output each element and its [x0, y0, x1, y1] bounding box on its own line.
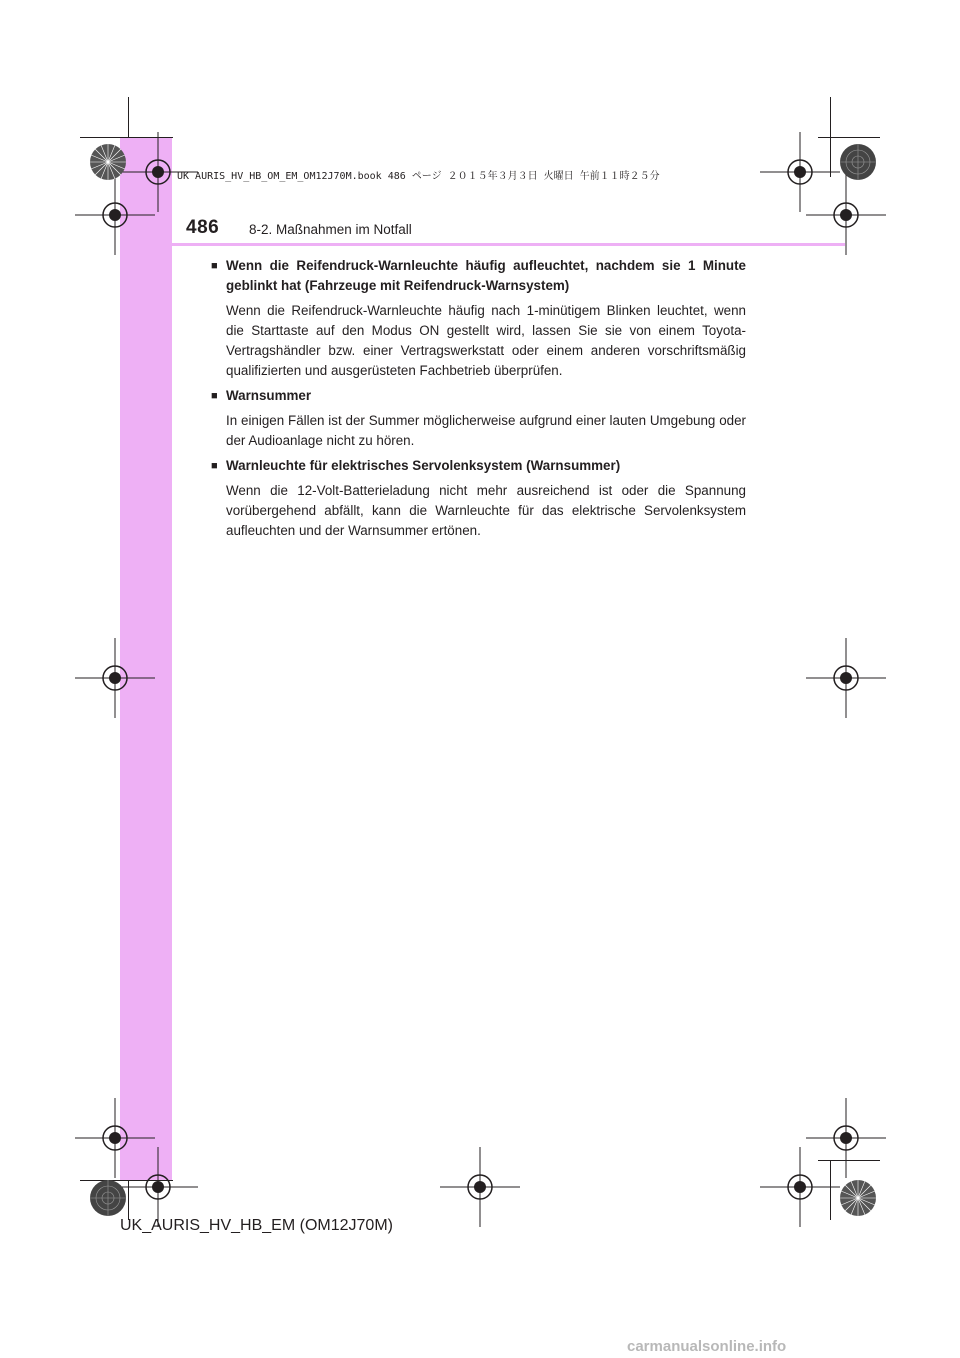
page-number: 486 — [186, 217, 220, 238]
square-bullet-icon: ■ — [211, 390, 218, 402]
calibration-dial-icon — [838, 1178, 878, 1218]
calibration-dial-icon — [88, 142, 128, 182]
registration-mark-icon — [806, 175, 886, 255]
square-bullet-icon: ■ — [211, 460, 218, 472]
list-item — [211, 256, 746, 381]
print-stamp: UK AURIS_HV_HB_OM_EM_OM12J70M.book 486 ページ ２０１５年３月３日 火曜日 午前１１時２５分 — [177, 171, 660, 182]
registration-mark-icon — [440, 1147, 520, 1227]
square-bullet-icon: ■ — [211, 260, 218, 272]
registration-mark-icon — [118, 1147, 198, 1227]
item-heading — [211, 256, 746, 296]
registration-mark-icon — [806, 638, 886, 718]
section-title: 8-2. Maßnahmen im Notfall — [249, 222, 412, 237]
item-heading-text: Wenn die Reifendruck-Warnleuchte häufig aufleuchtet, nachdem sie 1 Minute geblinkt hat (Fahrzeuge mit Reifendruck-Warnsystem) — [226, 258, 746, 293]
item-body: Wenn die Reifendruck-Warnleuchte häufig nach 1-minütigem Blinken leuchtet, wenn die Starttaste auf den Modus ON gestellt wird, lassen Sie sie von einem Toyota-Vertragshändler bzw. einer Vertragswerkstatt oder einem anderen vorschriftsmäßig qualifizierten und ausgerüsteten Fachbetrieb überprüfen. — [226, 303, 746, 378]
calibration-dial-icon — [88, 1178, 128, 1218]
registration-mark-icon — [75, 638, 155, 718]
item-heading — [211, 456, 746, 476]
watermark: carmanualsonline.info — [627, 1338, 787, 1355]
item-body: Wenn die 12-Volt-Batterieladung nicht mehr ausreichend ist oder die Spannung vorübergehend abfällt, kann die Warnleuchte für das elektrische Servolenksystem aufleuchten und der Warnsummer ertönen. — [226, 483, 746, 538]
item-heading-text: Warnsummer — [226, 388, 312, 403]
header-rule — [120, 243, 845, 246]
item-heading-text: Warnleuchte für elektrisches Servolenksystem (Warnsummer) — [226, 458, 621, 473]
document-code: UK_AURIS_HV_HB_EM (OM12J70M) — [120, 1217, 393, 1234]
registration-mark-icon — [760, 1147, 840, 1227]
list-item — [211, 456, 746, 541]
list-item — [211, 386, 746, 451]
page-content — [211, 256, 746, 546]
calibration-dial-icon — [838, 142, 878, 182]
item-heading — [211, 386, 746, 406]
item-body: In einigen Fällen ist der Summer möglicherweise aufgrund einer lauten Umgebung oder der Audioanlage nicht zu hören. — [226, 413, 746, 448]
